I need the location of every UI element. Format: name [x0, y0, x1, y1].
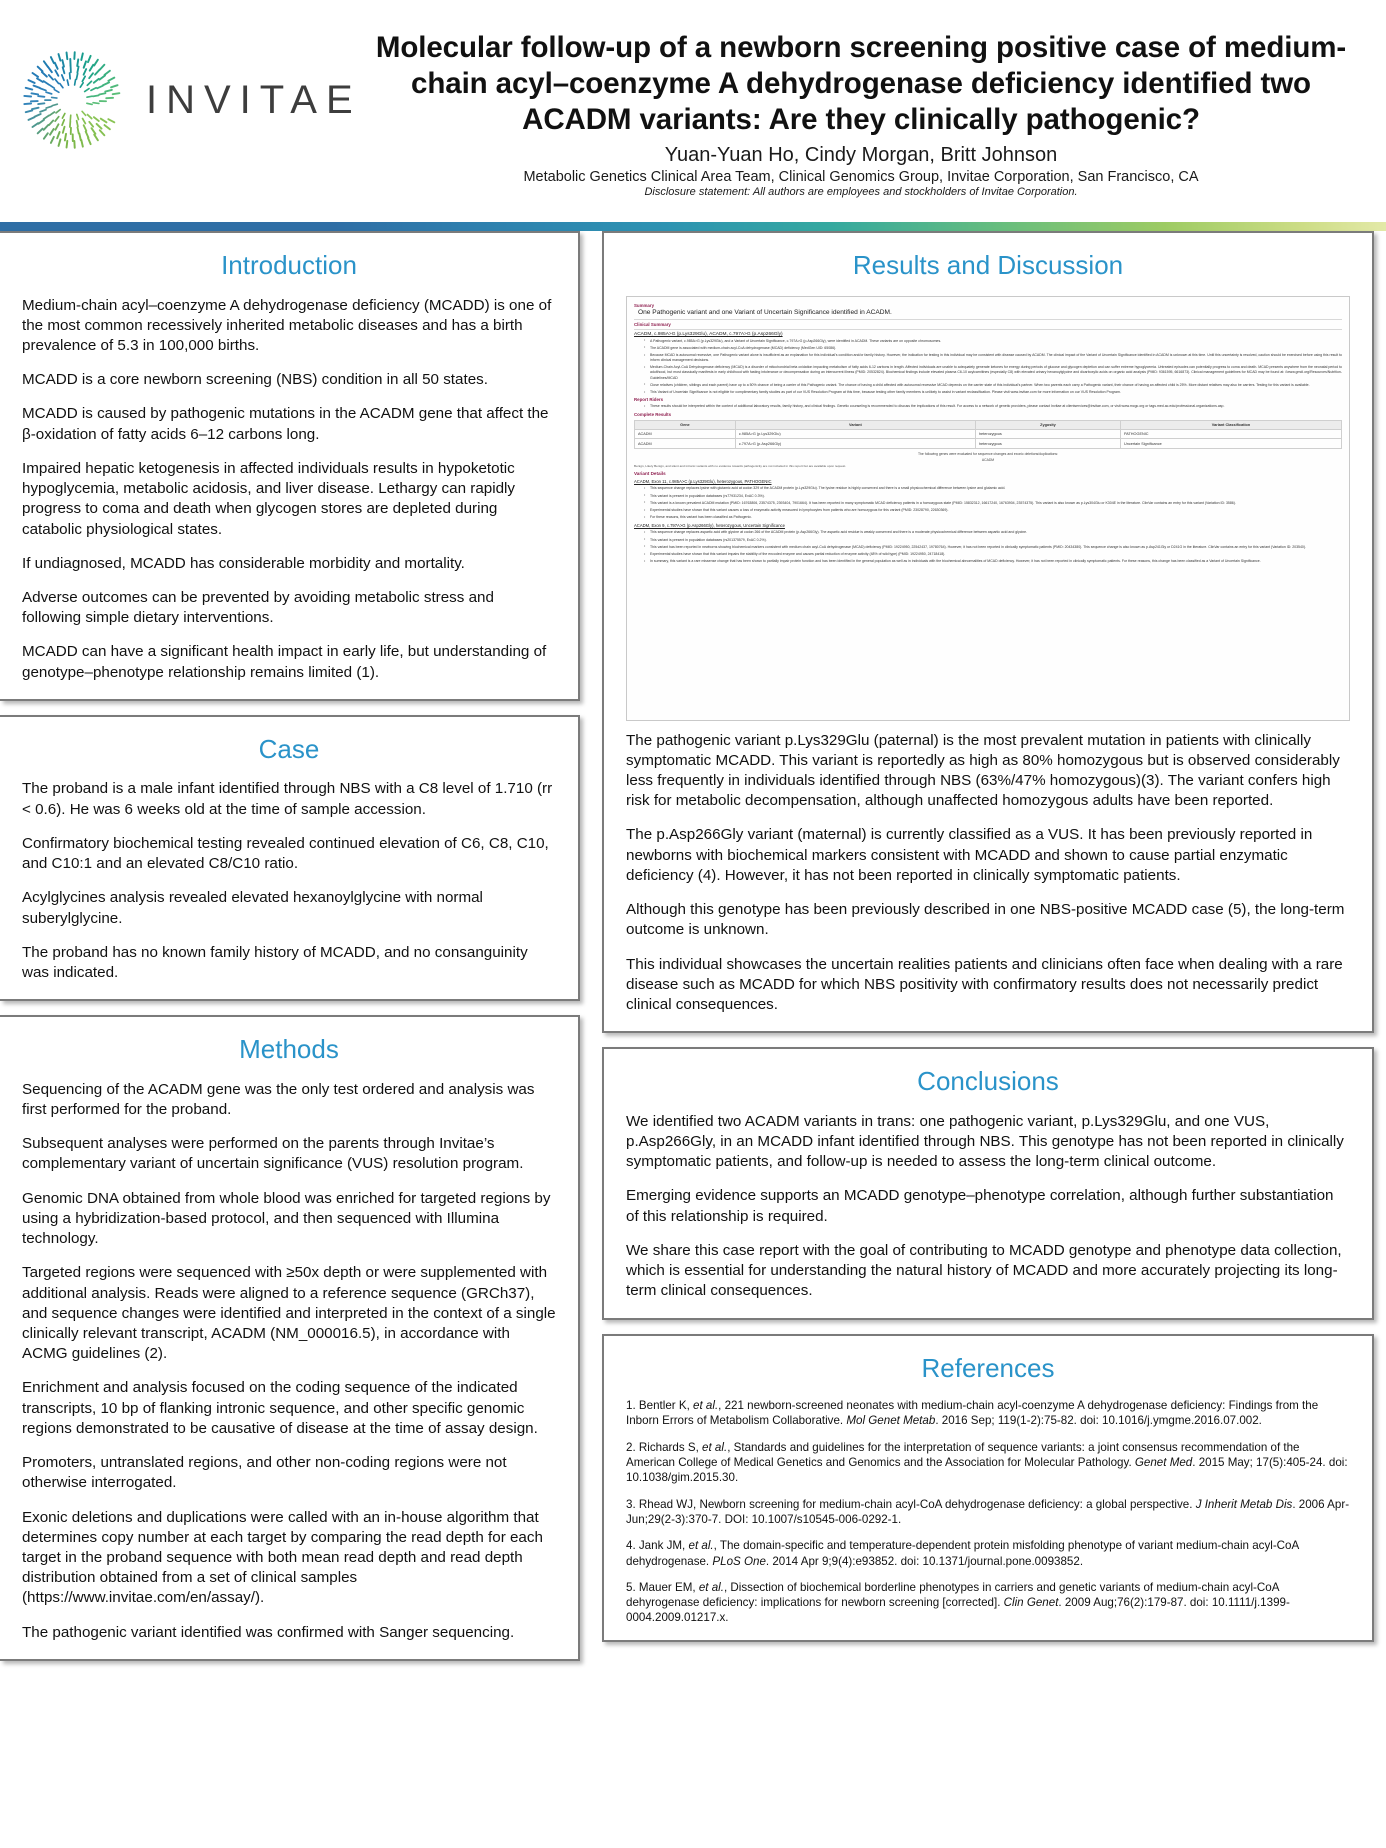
report-bullet: • The ACADM gene is associated with medium-chain acyl-CoA dehydrogenase (MCAD) deficiency (MedGen UID: 65086). — [644, 346, 1342, 351]
conclusions-paragraph: We identified two ACADM variants in trans: one pathogenic variant, p.Lys329Glu, and one VUS, p.Asp266Gly, in an MCADD infant identified through NBS. This genotype has not been reported in clinically symptomatic patients, and follow-up is needed to assess the long-term clinical outcome. — [626, 1112, 1344, 1171]
methods-paragraph: Promoters, untranslated regions, and other non-coding regions were not otherwise interrogated. — [22, 1454, 507, 1492]
report-bullet: • Medium-Chain Acyl-CoA Dehydrogenase deficiency (MCAD) is a disorder of mitochondrial beta oxidation impacting metabolism of fatty acids 6-12 carbons in length. Affected individuals are unable to adequately generate ketones for energy during periods of glucose and glycogen depletion and can suffer extreme hypoglycemia. Untreated episodes can potentially progress to coma and death. MCAD presents anywhere from the neonatal period to adulthood, but most classically manifests in early childhood with fasting intolerance or decompensation during an intercurrent illness (PMID: 20532824). Biochemical findings include elevated plasma C6-10 acylcarnitines (especially C8) with elevated urinary hexanoylglycine and dicarboxylic acids on organic acid analysis (PMID: 9361595, 6616873). Clinical management guidelines for MCAD may be found at: //www.gmdi.org/Resources/Nutrition-Guidelines/MCAD — [644, 365, 1342, 380]
report-bullet: • This sequence change replaces lysine with glutamic acid at codon 329 of the ACADM protein (p.Lys329Glu). The lysine residue is highly conserved and there is a small physicochemical difference between lysine and glutamic acid. — [644, 486, 1342, 491]
case-paragraph: The proband is a male infant identified through NBS with a C8 level of 1.710 (rr < 0.6). He was 6 weeks old at the time of sample accession. — [22, 780, 553, 818]
report-variant1-header: ACADM, Exon 11, c.985A>C (p.Lys329Glu), heterozygous, PATHOGENIC — [634, 479, 772, 485]
header-gradient-rule — [0, 222, 1386, 231]
invitae-spiral-icon — [14, 42, 130, 158]
report-bullet: • Experimental studies have shown that this variant impairs the stability of the encoded enzyme and causes partial reduction of enzyme activity (48% of wild type) (PMID: 19224950, 24718418). — [644, 552, 1342, 557]
table-cell: c.985A>G (p.Lys329Glu) — [735, 429, 975, 439]
section-conclusions — [602, 1047, 1374, 1319]
affiliation: Metabolic Genetics Clinical Area Team, Clinical Genomics Group, Invitae Corporation, San Francisco, CA — [523, 168, 1199, 185]
page-title: Molecular follow-up of a newborn screening positive case of medium-chain acyl–coenzyme A dehydrogenase deficiency identified two ACADM variants: Are they clinically pathogenic? — [375, 31, 1347, 136]
invitae-wordmark: INVITAE — [146, 77, 362, 122]
poster-body — [0, 231, 1386, 1848]
report-riders-list — [644, 404, 1342, 409]
table-cell: ACADM — [635, 439, 736, 449]
reference-item: 1. Bentler K, et al., 221 newborn-screened neonates with medium-chain acyl-coenzyme A dehydrogenase deficiency: Findings from the Inborn Errors of Metabolism Collaborative. Mol Genet Metab. 2016 Sep; 119(1-2):75-82. doi: 10.1016/j.ymgme.2016.07.002. — [626, 1399, 1319, 1428]
report-bullet: • A Pathogenic variant, c.985A>G (p.Lys329Glu), and a Variant of Uncertain Significance, c.797A>G (p.Asp266Gly), were identified in ACADM. These variants are on opposite chromosomes. — [644, 339, 1342, 344]
methods-paragraph: Targeted regions were sequenced with ≥50x depth or were supplemented with additional analysis. Reads were aligned to a reference sequence (GRCh37), and sequence changes were identified and interpreted in the context of a single clinically relevant transcript, ACADM (NM_000016.5), in accordance with ACMG guidelines (2). — [22, 1264, 556, 1363]
report-clinical-bullets — [644, 339, 1342, 396]
table-header-row — [635, 420, 1342, 429]
introduction-paragraph: If undiagnosed, MCADD has considerable morbidity and mortality. — [22, 554, 465, 572]
report-variant2-header: ACADM, Exon 9, c.797A>G (p.Asp266Gly), heterozygous, Uncertain Significance — [634, 523, 785, 529]
table-cell: PATHOGENIC — [1120, 429, 1341, 439]
report-divider — [634, 319, 1342, 320]
report-summary-label: Summary — [634, 302, 655, 308]
methods-paragraph: Exonic deletions and duplications were called with an in-house algorithm that determines copy number at each target by comparing the read depth for each target in the proband sequence with both mean read depth and read depth distribution obtained from a set of clinical samples (https://www.invitae.com/en/assay/). — [22, 1508, 543, 1607]
reference-item: 2. Richards S, et al., Standards and guidelines for the interpretation of sequence variants: a joint consensus recommendation of the American College of Medical Genetics and Genomics and the Association for Molecular Pathology. Genet Med. 2015 May; 17(5):405-24. doi: 10.1038/gim.2015.30. — [626, 1440, 1348, 1485]
report-bullet: • Experimental studies have shown that this variant causes a loss of enzymatic activity measured in lymphocytes from patients who are homozygous for this variant (PMID: 23028790, 22630369). — [644, 508, 1342, 513]
table-row — [635, 439, 1342, 449]
methods-heading: Methods — [239, 1034, 339, 1065]
report-table-note: The following genes were evaluated for sequence changes and exonic deletions/duplications: — [917, 452, 1059, 457]
methods-paragraph: The pathogenic variant identified was confirmed with Sanger sequencing. — [22, 1623, 515, 1641]
report-bullet: • For these reasons, this variant has been classified as Pathogenic. — [644, 515, 1342, 520]
methods-paragraph: Sequencing of the ACADM gene was the only test ordered and analysis was first performed for the proband. — [22, 1080, 535, 1119]
report-bullet: • This variant is a known prevalent ACADM mutation (PMID: 16763806, 23574375, 2393404, 7901664). It has been reported in many symptomatic MCAD deficiency patients in a homozygous state (PMID: 15832312, 16617240, 16763904, 23574375). This variant is also known as p.Lys304Glu or K304E in the literature. ClinVar contains an entry for this variant (Variation ID: 3586). — [644, 501, 1342, 506]
conclusions-paragraph: We share this case report with the goal of contributing to MCADD genotype and phenotype data collection, which is essential for understanding the natural history of MCADD and more accurately projecting its long-term clinical consequences. — [626, 1241, 1342, 1300]
conclusions-heading: Conclusions — [917, 1066, 1059, 1097]
table-header-cell: Variant Classification — [1120, 420, 1341, 429]
results-paragraph: The pathogenic variant p.Lys329Glu (paternal) is the most prevalent mutation in patients with clinically symptomatic MCADD. This variant is reportedly as high as 80% homozygous but is observed considerably less frequently in individuals identified through NBS (63%/47% homozygous)(3). The variant confers high risk for metabolic decompensation, although unaffected homozygous adults have been reported. — [626, 731, 1340, 810]
section-case — [0, 715, 580, 1001]
case-paragraph: Acylglycines analysis revealed elevated hexanoylglycine with normal suberylglycine. — [22, 889, 483, 927]
right-column — [594, 231, 1386, 1848]
results-heading: Results and Discussion — [852, 250, 1124, 280]
section-introduction — [0, 231, 580, 701]
report-bullet: • Because MCAD is autosomal recessive, one Pathogenic variant alone is insufficient as an explanation for this individual's condition and/or family history. However, the indication for testing in this individual may be consistent with disease caused by ACADM. The clinical impact of the Variant of Uncertain Significance identified in ACADM is unknown at this time. Until this uncertainty is resolved, caution should be exercised before using this result to inform clinical management decisions. — [644, 353, 1342, 363]
report-variant-details-label: Variant Details — [634, 471, 666, 477]
report-bullet: • In summary, this variant is a rare missense change that has been shown to partially impair protein function and has been identified in the general population as well as in individuals with the biochemical abnormalities of MCAD deficiency. However, it has not been reported in clinically symptomatic patients. For these reasons, this change has been classified as a Variant of Uncertain Significance. — [644, 559, 1342, 564]
title-block — [360, 0, 1386, 198]
table-header-cell: Zygosity — [975, 420, 1120, 429]
report-table-footnote: Benign, Likely Benign, and silent and intronic variants with no evidence towards pathogenicity are not included in this report but are available upon request. — [634, 464, 847, 469]
report-bullet: • This variant has been reported in newborns showing biochemical markers consistent with medium chain acyl-CoA dehydrogenase (MCAD) deficiency (PMID: 19224950, 22542437, 19780764). However, it has not been reported in clinically symptomatic patients (PMID: 20434380). This sequence change is also known as p.Asp241Gly or D241G in the literature. ClinVar contains an entry for this variant (Variation ID: 203540). — [644, 545, 1342, 550]
report-bullet: • This variant is present in population databases (rs201375579, ExAC 0.2%). — [644, 538, 1342, 543]
table-row — [635, 429, 1342, 439]
report-table-note-gene: ACADM — [981, 458, 995, 463]
table-cell: c.797A>G (p.Asp266Gly) — [735, 439, 975, 449]
introduction-paragraph: Impaired hepatic ketogenesis in affected individuals results in hypoketotic hypoglycemia, metabolic acidosis, and liver disease. Lethargy can rapidly progress to coma and death when glycogen stores are depleted during catabolic physiological states. — [22, 459, 516, 538]
introduction-paragraph: Adverse outcomes can be prevented by avoiding metabolic stress and following simple dietary interventions. — [22, 589, 494, 627]
results-paragraph: Although this genotype has been previously described in one NBS-positive MCADD case (5), the long-term outcome is unknown. — [626, 901, 1345, 939]
case-paragraph: Confirmatory biochemical testing revealed continued elevation of C6, C8, C10, and C10:1 and an elevated C8/C10 ratio. — [22, 834, 549, 873]
references-heading: References — [921, 1352, 1055, 1383]
conclusions-paragraph: Emerging evidence supports an MCADD genotype–phenotype correlation, although further substantiation of this relationship is required. — [626, 1187, 1334, 1225]
report-clinical-summary-label: Clinical Summary — [634, 321, 671, 327]
introduction-paragraph: MCADD can have a significant health impact in early life, but understanding of genotype–phenotype relationship remains limited (1). — [22, 643, 547, 681]
introduction-heading: Introduction — [221, 250, 357, 280]
report-bullet: • These results should be interpreted within the context of additional laboratory results, family history, and clinical findings. Genetic counseling is recommended to discuss the implications of this result. For access to a network of genetic providers, please contact Invitae at clientservices@invitae.com, or visit www.mcgc.org or tags.med.ac.edu/professional.organizations.asp. — [644, 404, 1342, 409]
report-complete-results-label: Complete Results — [634, 411, 672, 417]
table-cell: heterozygous — [975, 439, 1120, 449]
report-variant2-bullets — [644, 530, 1342, 564]
section-results-discussion — [602, 231, 1374, 1033]
report-riders-label: Report Riders — [634, 397, 664, 403]
table-cell: heterozygous — [975, 429, 1120, 439]
results-paragraph: This individual showcases the uncertain realities patients and clinicians often face when dealing with a rare disease such as MCADD for which NBS positivity with confirmatory results does not necessarily predict clinical consequences. — [626, 955, 1343, 1013]
introduction-paragraph: Medium-chain acyl–coenzyme A dehydrogenase deficiency (MCADD) is one of the most common recessively inherited metabolic diseases and has a birth prevalence of 5.3 in 100,000 births. — [22, 296, 552, 355]
reference-item: 4. Jank JM, et al., The domain-specific and temperature-dependent protein misfolding phenotype of variant medium-chain acyl-CoA dehydrogenase. PLoS One. 2014 Apr 9;9(4):e93852. doi: 10.1371/journal.pone.0093852. — [626, 1539, 1299, 1568]
table-cell: Uncertain Significance — [1120, 439, 1341, 449]
report-variant1-bullets — [644, 486, 1342, 520]
results-paragraph: The p.Asp266Gly variant (maternal) is currently classified as a VUS. It has been previously reported in newborns with biochemical markers consistent with MCADD and shown to cause partial enzymatic deficiency (4). However, it has not been reported in clinically symptomatic patients. — [626, 826, 1313, 884]
report-bullet: • This Variant of Uncertain Significance is not eligible for complimentary family studies as part of our VUS Resolution Program at this time, because testing other family members is unlikely to assist in variant reclassification. Please visit www.invitae.com for more information on our VUS Resolution Program. — [644, 390, 1342, 395]
report-bullet: • Close relatives (children, siblings and each parent) have up to a 50% chance of being a carrier of this Pathogenic variant. The chance of having a child affected with autosomal recessive MCAD depends on the carrier state of this individual's partner. When two parents each carry a Pathogenic variant, their chance of having an affected child is 25%. More distant relatives may also be carriers. Testing for this variant is available. — [644, 383, 1342, 388]
section-references — [602, 1334, 1374, 1642]
author-list: Yuan-Yuan Ho, Cindy Morgan, Britt Johnson — [664, 143, 1058, 166]
invitae-logo — [0, 0, 360, 158]
reference-list — [626, 1398, 1350, 1626]
clinical-report-figure — [626, 296, 1350, 721]
poster-header — [0, 0, 1386, 222]
methods-paragraph: Enrichment and analysis focused on the coding sequence of the indicated transcripts, 10 bp of flanking intronic sequence, and other specific genomic regions demonstrated to be causative of disease at the time of assay design. — [22, 1379, 538, 1437]
introduction-paragraph: MCADD is a core newborn screening (NBS) condition in all 50 states. — [22, 371, 488, 389]
case-paragraph: The proband has no known family history of MCADD, and no consanguinity was indicated. — [22, 943, 528, 981]
reference-item: 3. Rhead WJ, Newborn screening for medium-chain acyl-CoA dehydrogenase deficiency: a global perspective. J Inherit Metab Dis. 2006 Apr-Jun;29(2-3):370-7. DOI: 10.1007/s10545-006-0292-1. — [626, 1497, 1350, 1526]
introduction-paragraph: MCADD is caused by pathogenic mutations in the ACADM gene that affect the β-oxidation of fatty acids 6–12 carbons long. — [22, 405, 549, 443]
table-cell: ACADM — [635, 429, 736, 439]
methods-paragraph: Subsequent analyses were performed on the parents through Invitae’s complementary variant of uncertain significance (VUS) resolution program. — [22, 1135, 524, 1173]
reference-item: 5. Mauer EM, et al., Dissection of biochemical borderline phenotypes in carriers and genetic variants of medium-chain acyl-CoA dehyrogenase deficiency: implications for newborn screening [corrected]. Clin Genet. 2009 Aug;76(2):179-87. doi: 10.1111/j.1399-0004.2009.01217.x. — [626, 1580, 1290, 1625]
section-methods — [0, 1015, 580, 1661]
report-variant-header: ACADM, c.985A>G (p.Lys329Glu), ACADM, c.797A>G (p.Asp266Gly) — [634, 331, 783, 337]
report-divider — [634, 329, 1342, 330]
table-header-cell: Gene — [635, 420, 736, 429]
report-bullet: • This sequence change replaces aspartic acid with glycine at codon 266 of the ACADM protein (p.Asp266Gly). The aspartic acid residue is weakly conserved and there is a moderate physicochemical difference between aspartic acid and glycine. — [644, 530, 1342, 535]
report-summary-text: One Pathogenic variant and one Variant of Uncertain Significance identified in ACADM. — [638, 308, 892, 316]
methods-paragraph: Genomic DNA obtained from whole blood was enriched for targeted regions by using a hybridization-based protocol, and then sequenced with Illumina technology. — [22, 1189, 551, 1248]
case-heading: Case — [258, 733, 320, 764]
table-header-cell: Variant — [735, 420, 975, 429]
report-bullet: • This variant is present in population databases (rs77931234, ExAC 0.3%). — [644, 494, 1342, 499]
disclosure-statement: Disclosure statement: All authors are employees and stockholders of Invitae Corporation. — [644, 185, 1078, 198]
report-results-table — [634, 420, 1342, 450]
left-column — [0, 231, 594, 1848]
